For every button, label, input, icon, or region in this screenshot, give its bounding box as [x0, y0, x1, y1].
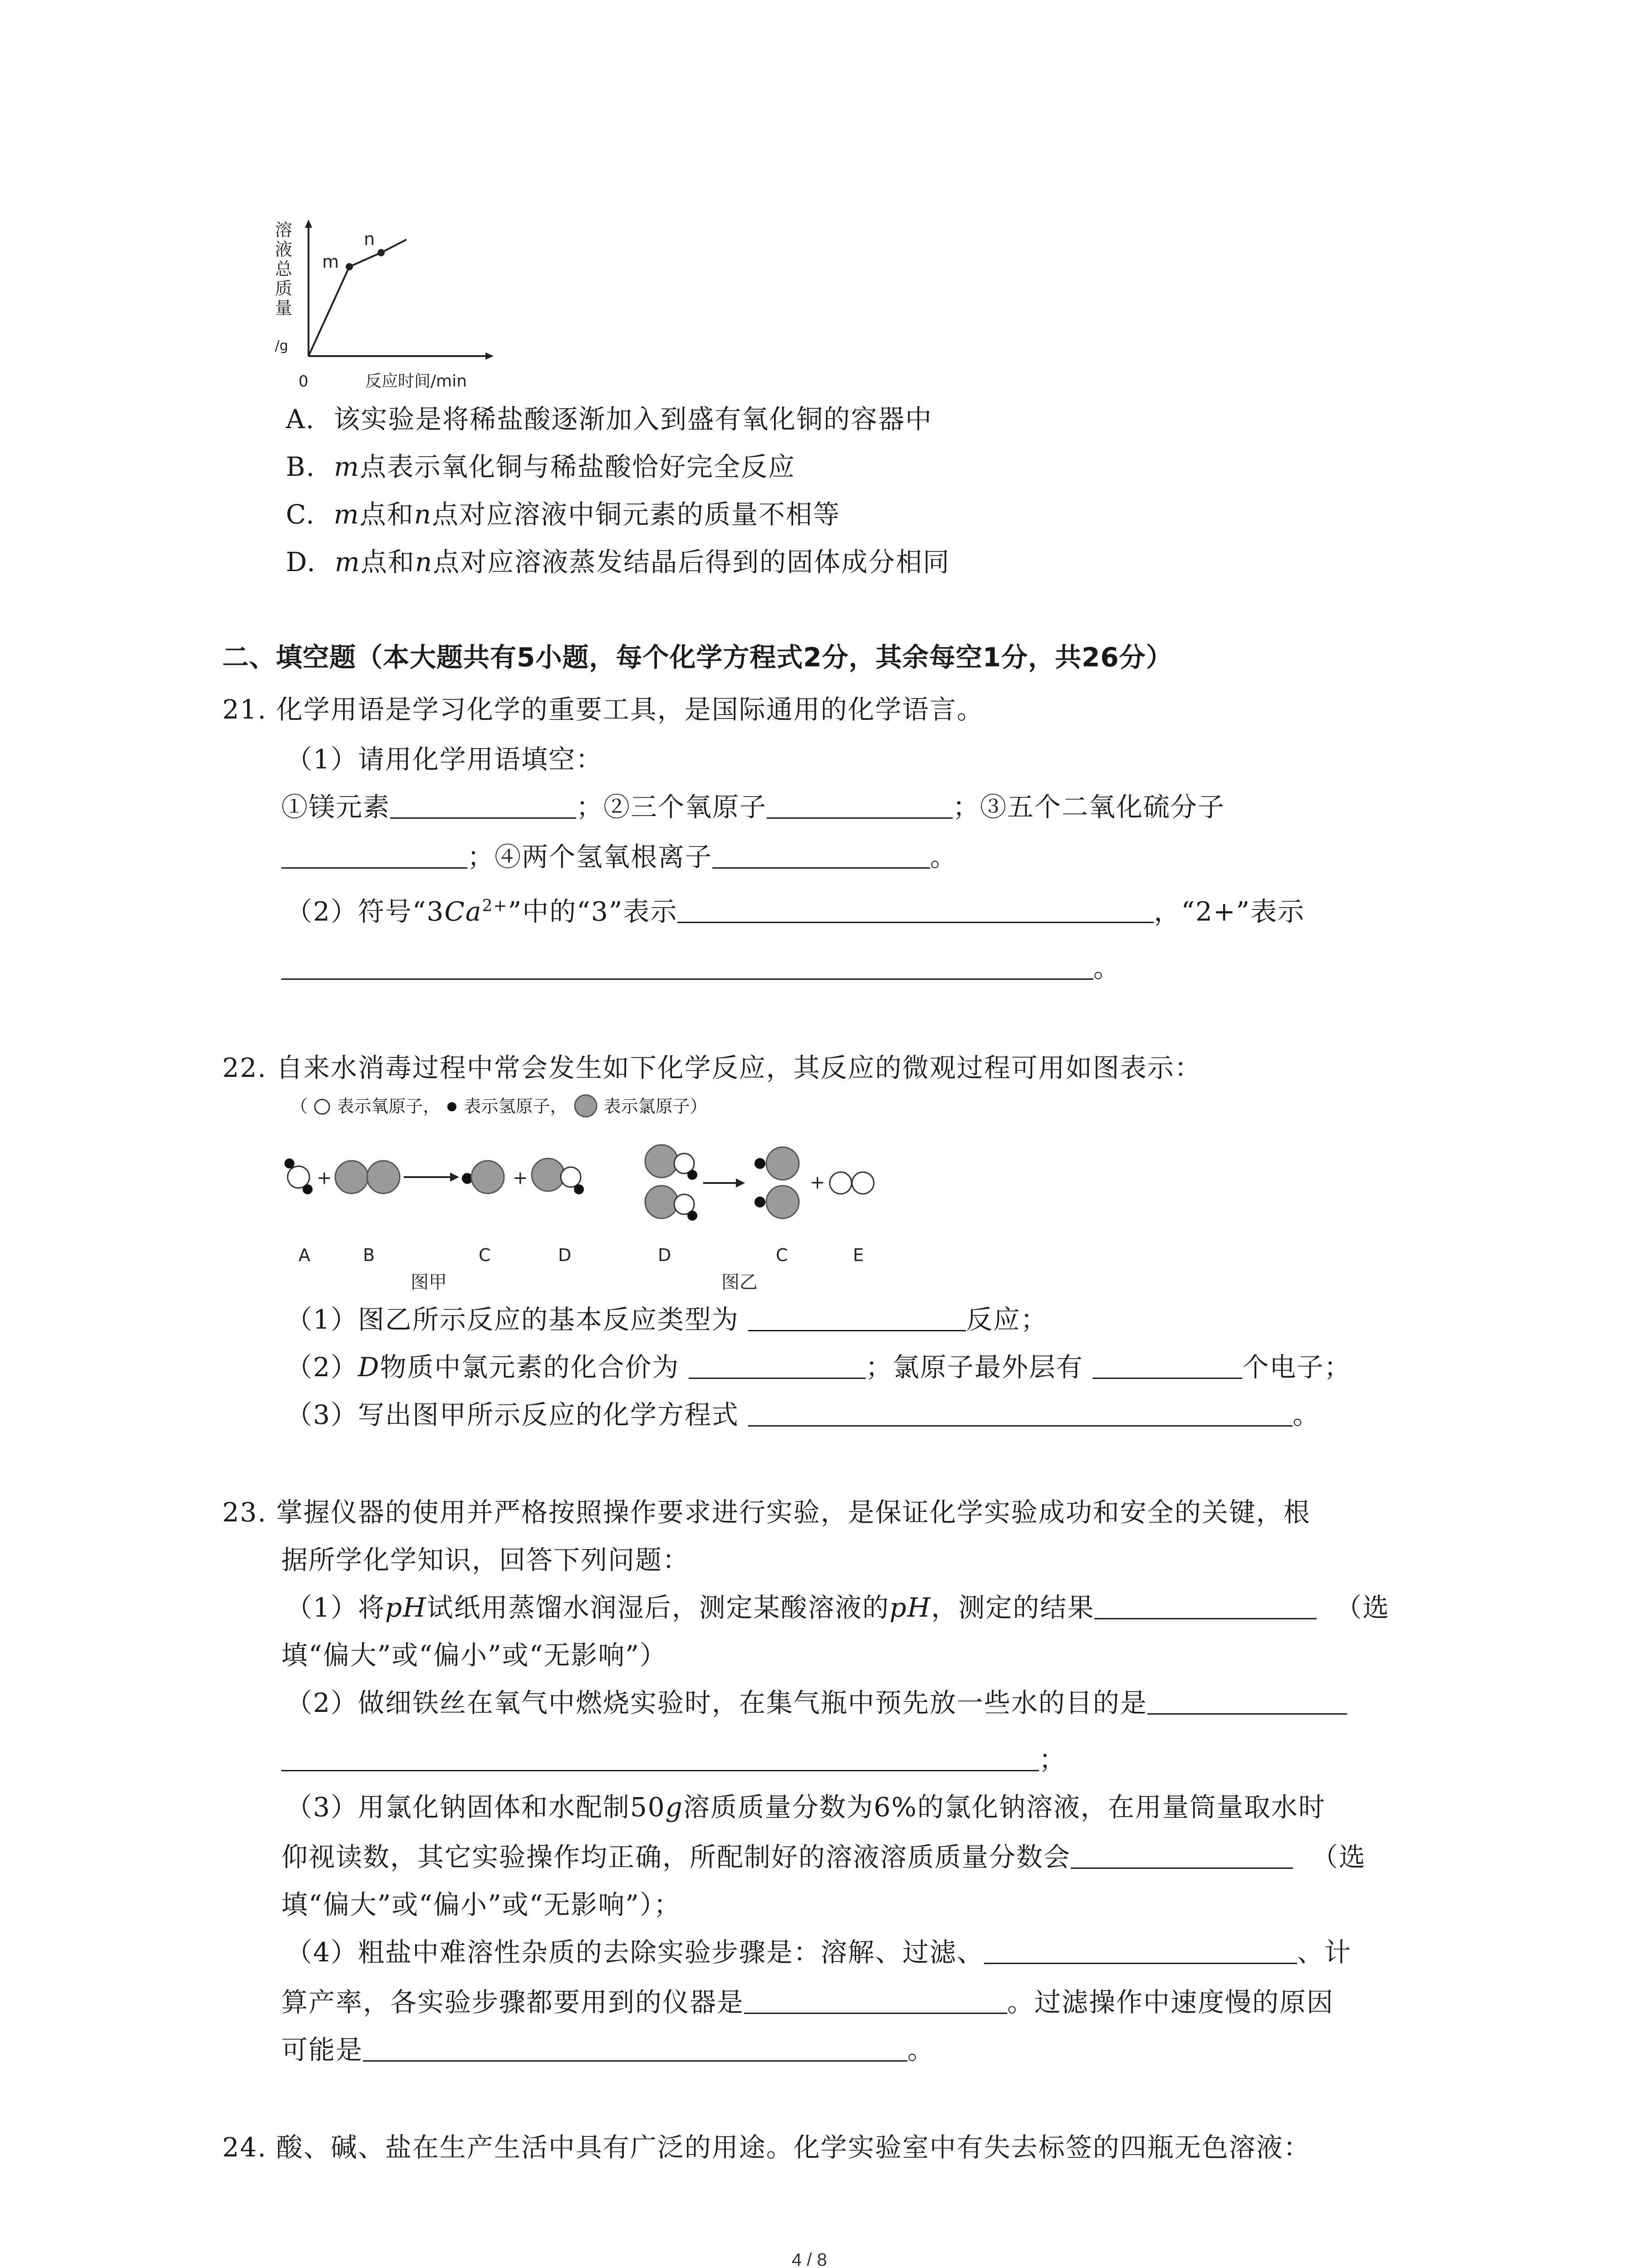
fig-yi-caption: 图乙 [721, 1272, 758, 1293]
molecule-a-water [284, 1158, 313, 1194]
label-b: B [363, 1245, 375, 1265]
answer-blank[interactable] [1094, 1594, 1317, 1619]
molecule-e-oxygen [830, 1172, 874, 1194]
oxygen-atom-icon [313, 1098, 331, 1116]
answer-blank[interactable] [1071, 1844, 1293, 1869]
y-axis-arrow-icon [305, 220, 312, 228]
answer-blank[interactable] [1147, 1690, 1347, 1715]
q23-part4-line2: 算产率，各实验步骤都要用到的仪器是 。过滤操作中速度慢的原因 [281, 1987, 1334, 2018]
svg-text:总: 总 [275, 259, 293, 279]
answer-blank[interactable] [984, 1939, 1297, 1964]
answer-blank[interactable] [689, 1354, 866, 1379]
point-n-label: n [364, 229, 375, 249]
q22-legend: （ 表示氧原子， 表示氢原子， 表示氯原子） [290, 1094, 707, 1118]
answer-blank[interactable] [744, 1989, 1007, 2014]
q23-stem-line2: 据所学化学知识，回答下列问题： [281, 1545, 690, 1575]
q20-option-b: B. m点表示氧化铜与稀盐酸恰好完全反应 [286, 451, 795, 482]
label-c: C [776, 1245, 788, 1265]
q23-stem-line1: 23. 掌握仪器的使用并严格按照操作要求进行实验，是保证化学实验成功和安全的关键，根 [222, 1497, 1311, 1528]
svg-text:液: 液 [275, 240, 293, 259]
point-n-marker [377, 249, 385, 256]
section-2-heading: 二、填空题（本大题共有5小题，每个化学方程式2分，其余每空1分，共26分） [222, 642, 1173, 673]
label-d: D [658, 1245, 671, 1265]
q20-option-d: D. m点和n点对应溶液蒸发结晶后得到的固体成分相同 [286, 547, 950, 577]
label-a: A [299, 1245, 310, 1265]
q21-part2-line2: 。 [281, 955, 1121, 981]
plus-sign: + [810, 1172, 825, 1193]
answer-blank[interactable] [767, 794, 953, 819]
point-m-marker [346, 263, 353, 270]
chlorine-atom-icon [573, 1094, 598, 1118]
graph-origin: 0 [299, 372, 309, 391]
svg-text:/g: /g [275, 338, 289, 354]
plus-sign: + [513, 1168, 528, 1188]
q21-part1: （1）请用化学用语填空： [286, 744, 603, 775]
answer-blank[interactable] [677, 898, 1154, 923]
q24-stem: 24. 酸、碱、盐在生产生活中具有广泛的用途。化学实验室中有失去标签的四瓶无色溶液： [222, 2132, 1311, 2163]
q21-stem: 21. 化学用语是学习化学的重要工具，是国际通用的化学语言。 [222, 694, 984, 725]
q23-part4-line3: 可能是 。 [281, 2034, 935, 2065]
label-c: C [479, 1245, 491, 1265]
q23-part1-line2: 填“偏大”或“偏小”或“无影响”） [281, 1640, 667, 1671]
q22-part1: （1）图乙所示反应的基本反应类型为 反应； [286, 1304, 1048, 1335]
q23-part3-line2: 仰视读数，其它实验操作均正确，所配制好的溶液溶质质量分数会 （选 [281, 1842, 1366, 1872]
q21-part2-line1: （2）符号“$3Ca^{2+}$”中的“3”表示 ，“2+”表示 [286, 896, 1305, 927]
hydrogen-atom-icon [446, 1098, 458, 1116]
q21-part1-line2: ；④两个氢氧根离子 。 [281, 844, 957, 870]
x-axis-arrow-icon [485, 352, 494, 360]
answer-blank[interactable] [390, 794, 576, 819]
molecule-d-hclo-2 [645, 1186, 697, 1221]
q23-part3-line1: （3）用氯化钠固体和水配制50g溶质质量分数为6%的氯化钠溶液，在用量筒量取水时 [286, 1792, 1326, 1823]
q22-part3: （3）写出图甲所示反应的化学方程式 。 [286, 1399, 1320, 1430]
q23-part2-line2: ； [281, 1746, 1066, 1773]
graph-y-label [275, 220, 293, 354]
q22-stem: 22. 自来水消毒过程中常会发生如下化学反应，其反应的微观过程可用如图表示： [222, 1052, 1202, 1083]
svg-text:溶: 溶 [275, 220, 293, 240]
svg-text:质: 质 [275, 279, 293, 298]
answer-blank[interactable] [748, 1402, 1293, 1427]
point-m-label: m [322, 252, 339, 272]
q21-part1-line1: ①镁元素 ；②三个氧原子 ；③五个二氧化硫分子 [281, 792, 1225, 822]
diagram-jia [284, 1158, 584, 1293]
label-e: E [853, 1245, 864, 1265]
arrow-head-icon [736, 1178, 745, 1188]
fig-jia-caption: 图甲 [411, 1272, 447, 1293]
label-d: D [558, 1245, 572, 1265]
molecule-d-hclo [532, 1158, 584, 1194]
q23-part2-line1: （2）做细铁丝在氧气中燃烧实验时，在集气瓶中预先放一些水的目的是 [286, 1690, 1347, 1716]
q23-part1-line1: （1）将pH试纸用蒸馏水润湿后，测定某酸溶液的pH，测定的结果 （选 [286, 1592, 1390, 1623]
answer-blank[interactable] [281, 955, 1093, 980]
plus-sign: + [317, 1168, 332, 1188]
answer-blank[interactable] [1092, 1354, 1242, 1379]
q23-part3-line3: 填“偏大”或“偏小”或“无影响”）； [281, 1889, 681, 1920]
arrow-head-icon [450, 1173, 459, 1182]
answer-blank[interactable] [281, 1746, 1039, 1771]
molecule-c-hcl [462, 1161, 504, 1193]
svg-text:量: 量 [275, 298, 293, 318]
molecule-c-hcl-2 [754, 1186, 799, 1218]
q20-option-a: A. 该实验是将稀盐酸逐渐加入到盛有氧化铜的容器中 [286, 404, 933, 435]
q23-part4-line1: （4）粗盐中难溶性杂质的去除实验步骤是：溶解、过滤、 、计 [286, 1937, 1352, 1968]
mass-time-graph [263, 218, 499, 395]
molecule-c-hcl-1 [754, 1147, 799, 1180]
diagram-yi [645, 1145, 874, 1293]
answer-blank[interactable] [712, 844, 930, 869]
molecule-d-hclo-1 [645, 1145, 697, 1180]
answer-blank[interactable] [748, 1306, 966, 1331]
molecule-b-chlorine [335, 1161, 400, 1193]
answer-blank[interactable] [281, 844, 467, 869]
page-number: 4 / 8 [792, 2250, 827, 2268]
q20-option-c: C. m点和n点对应溶液中铜元素的质量不相等 [286, 499, 841, 530]
answer-blank[interactable] [363, 2037, 907, 2062]
graph-x-label: 反应时间/min [365, 372, 467, 391]
q22-part2: （2）D物质中氯元素的化合价为 ；氯原子最外层有 个电子； [286, 1352, 1352, 1383]
reaction-diagram [272, 1120, 907, 1293]
